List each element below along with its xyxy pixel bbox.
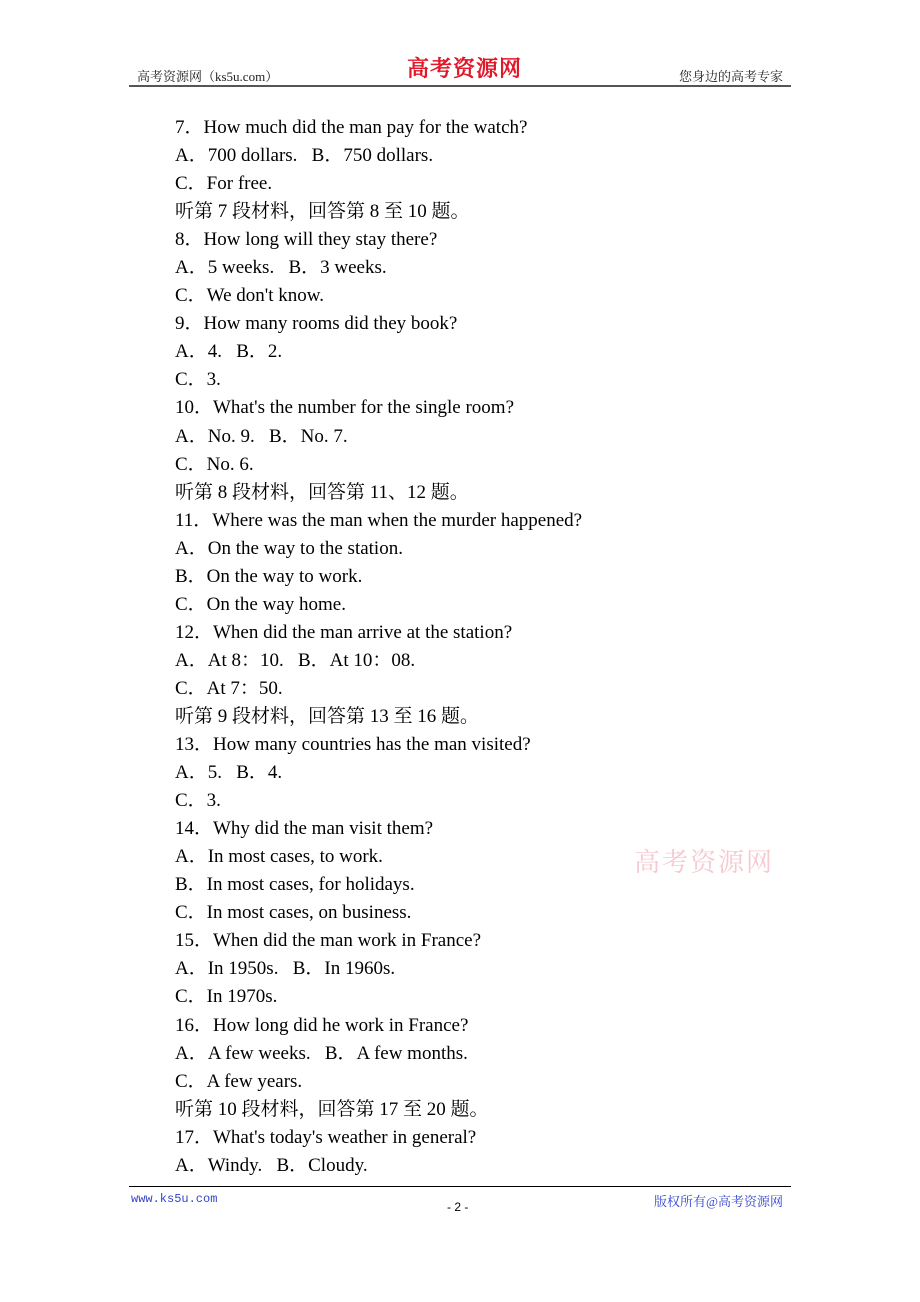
header-site-name: 高考资源网（ks5u.com） — [137, 69, 279, 84]
text-line: C．In 1970s. — [175, 986, 278, 1008]
text-line: 7．How much did the man pay for the watch? — [175, 117, 528, 138]
text-line: A．On the way to the station. — [175, 537, 403, 559]
text-line: 14．Why did the man visit them? — [175, 818, 434, 840]
text-line: C．In most cases, on business. — [175, 902, 412, 924]
text-line: A．5 weeks. B．3 weeks. — [175, 257, 387, 279]
text-line: A．700 dollars. B．750 dollars. — [175, 145, 434, 167]
text-line: 11．Where was the man when the murder happened? — [175, 509, 583, 531]
text-line: A．4. B．2. — [175, 341, 283, 363]
text-line: 10．What's the number for the single room? — [175, 397, 515, 419]
text-line: A．No. 9. B．No. 7. — [175, 425, 348, 447]
text-line: C．3. — [175, 369, 221, 391]
text-line: A．5. B．4. — [175, 762, 283, 784]
header-divider — [129, 85, 791, 87]
text-line: 16．How long did he work in France? — [175, 1014, 469, 1036]
text-line: 听第 8 段材料，回答第 11、12 题。 — [175, 481, 469, 503]
text-line: B．In most cases, for holidays. — [175, 874, 415, 896]
text-line: 8．How long will they stay there? — [175, 229, 438, 251]
header-slogan: 您身边的高考专家 — [678, 69, 783, 84]
text-line: A．In 1950s. B．In 1960s. — [175, 958, 396, 980]
footer-divider — [129, 1186, 791, 1187]
text-line: C．A few years. — [175, 1070, 303, 1092]
text-line: B．On the way to work. — [175, 565, 363, 587]
footer-copyright: 版权所有@高考资源网 — [654, 1194, 783, 1209]
text-line: 15．When did the man work in France? — [175, 930, 482, 952]
watermark: 高考资源网 — [634, 848, 775, 877]
text-line: 听第 9 段材料，回答第 13 至 16 题。 — [175, 705, 480, 727]
document-body — [175, 114, 582, 1180]
text-line: 17．What's today's weather in general? — [175, 1126, 477, 1148]
text-line: A．Windy. B．Cloudy. — [175, 1154, 368, 1176]
text-line: 13．How many countries has the man visited? — [175, 734, 531, 756]
text-line: 听第 7 段材料，回答第 8 至 10 题。 — [175, 201, 470, 223]
text-line: A．A few weeks. B．A few months. — [175, 1042, 468, 1064]
text-line: 12．When did the man arrive at the station? — [175, 621, 513, 643]
text-line: A．In most cases, to work. — [175, 846, 383, 868]
text-line: A．At 8：10. B．At 10：08. — [175, 649, 416, 671]
text-line: C．No. 6. — [175, 453, 254, 475]
page-number: - 2 - — [447, 1200, 469, 1214]
footer-url[interactable]: www.ks5u.com — [131, 1192, 218, 1206]
header-logo: 高考资源网 — [407, 56, 523, 81]
text-line: 9．How many rooms did they book? — [175, 313, 458, 335]
text-line: C．We don't know. — [175, 285, 324, 307]
text-line: C．3. — [175, 790, 221, 812]
text-line: 听第 10 段材料，回答第 17 至 20 题。 — [175, 1098, 489, 1120]
text-line: C．For free. — [175, 173, 273, 195]
text-line: C．At 7：50. — [175, 677, 283, 699]
text-line: C．On the way home. — [175, 593, 346, 615]
